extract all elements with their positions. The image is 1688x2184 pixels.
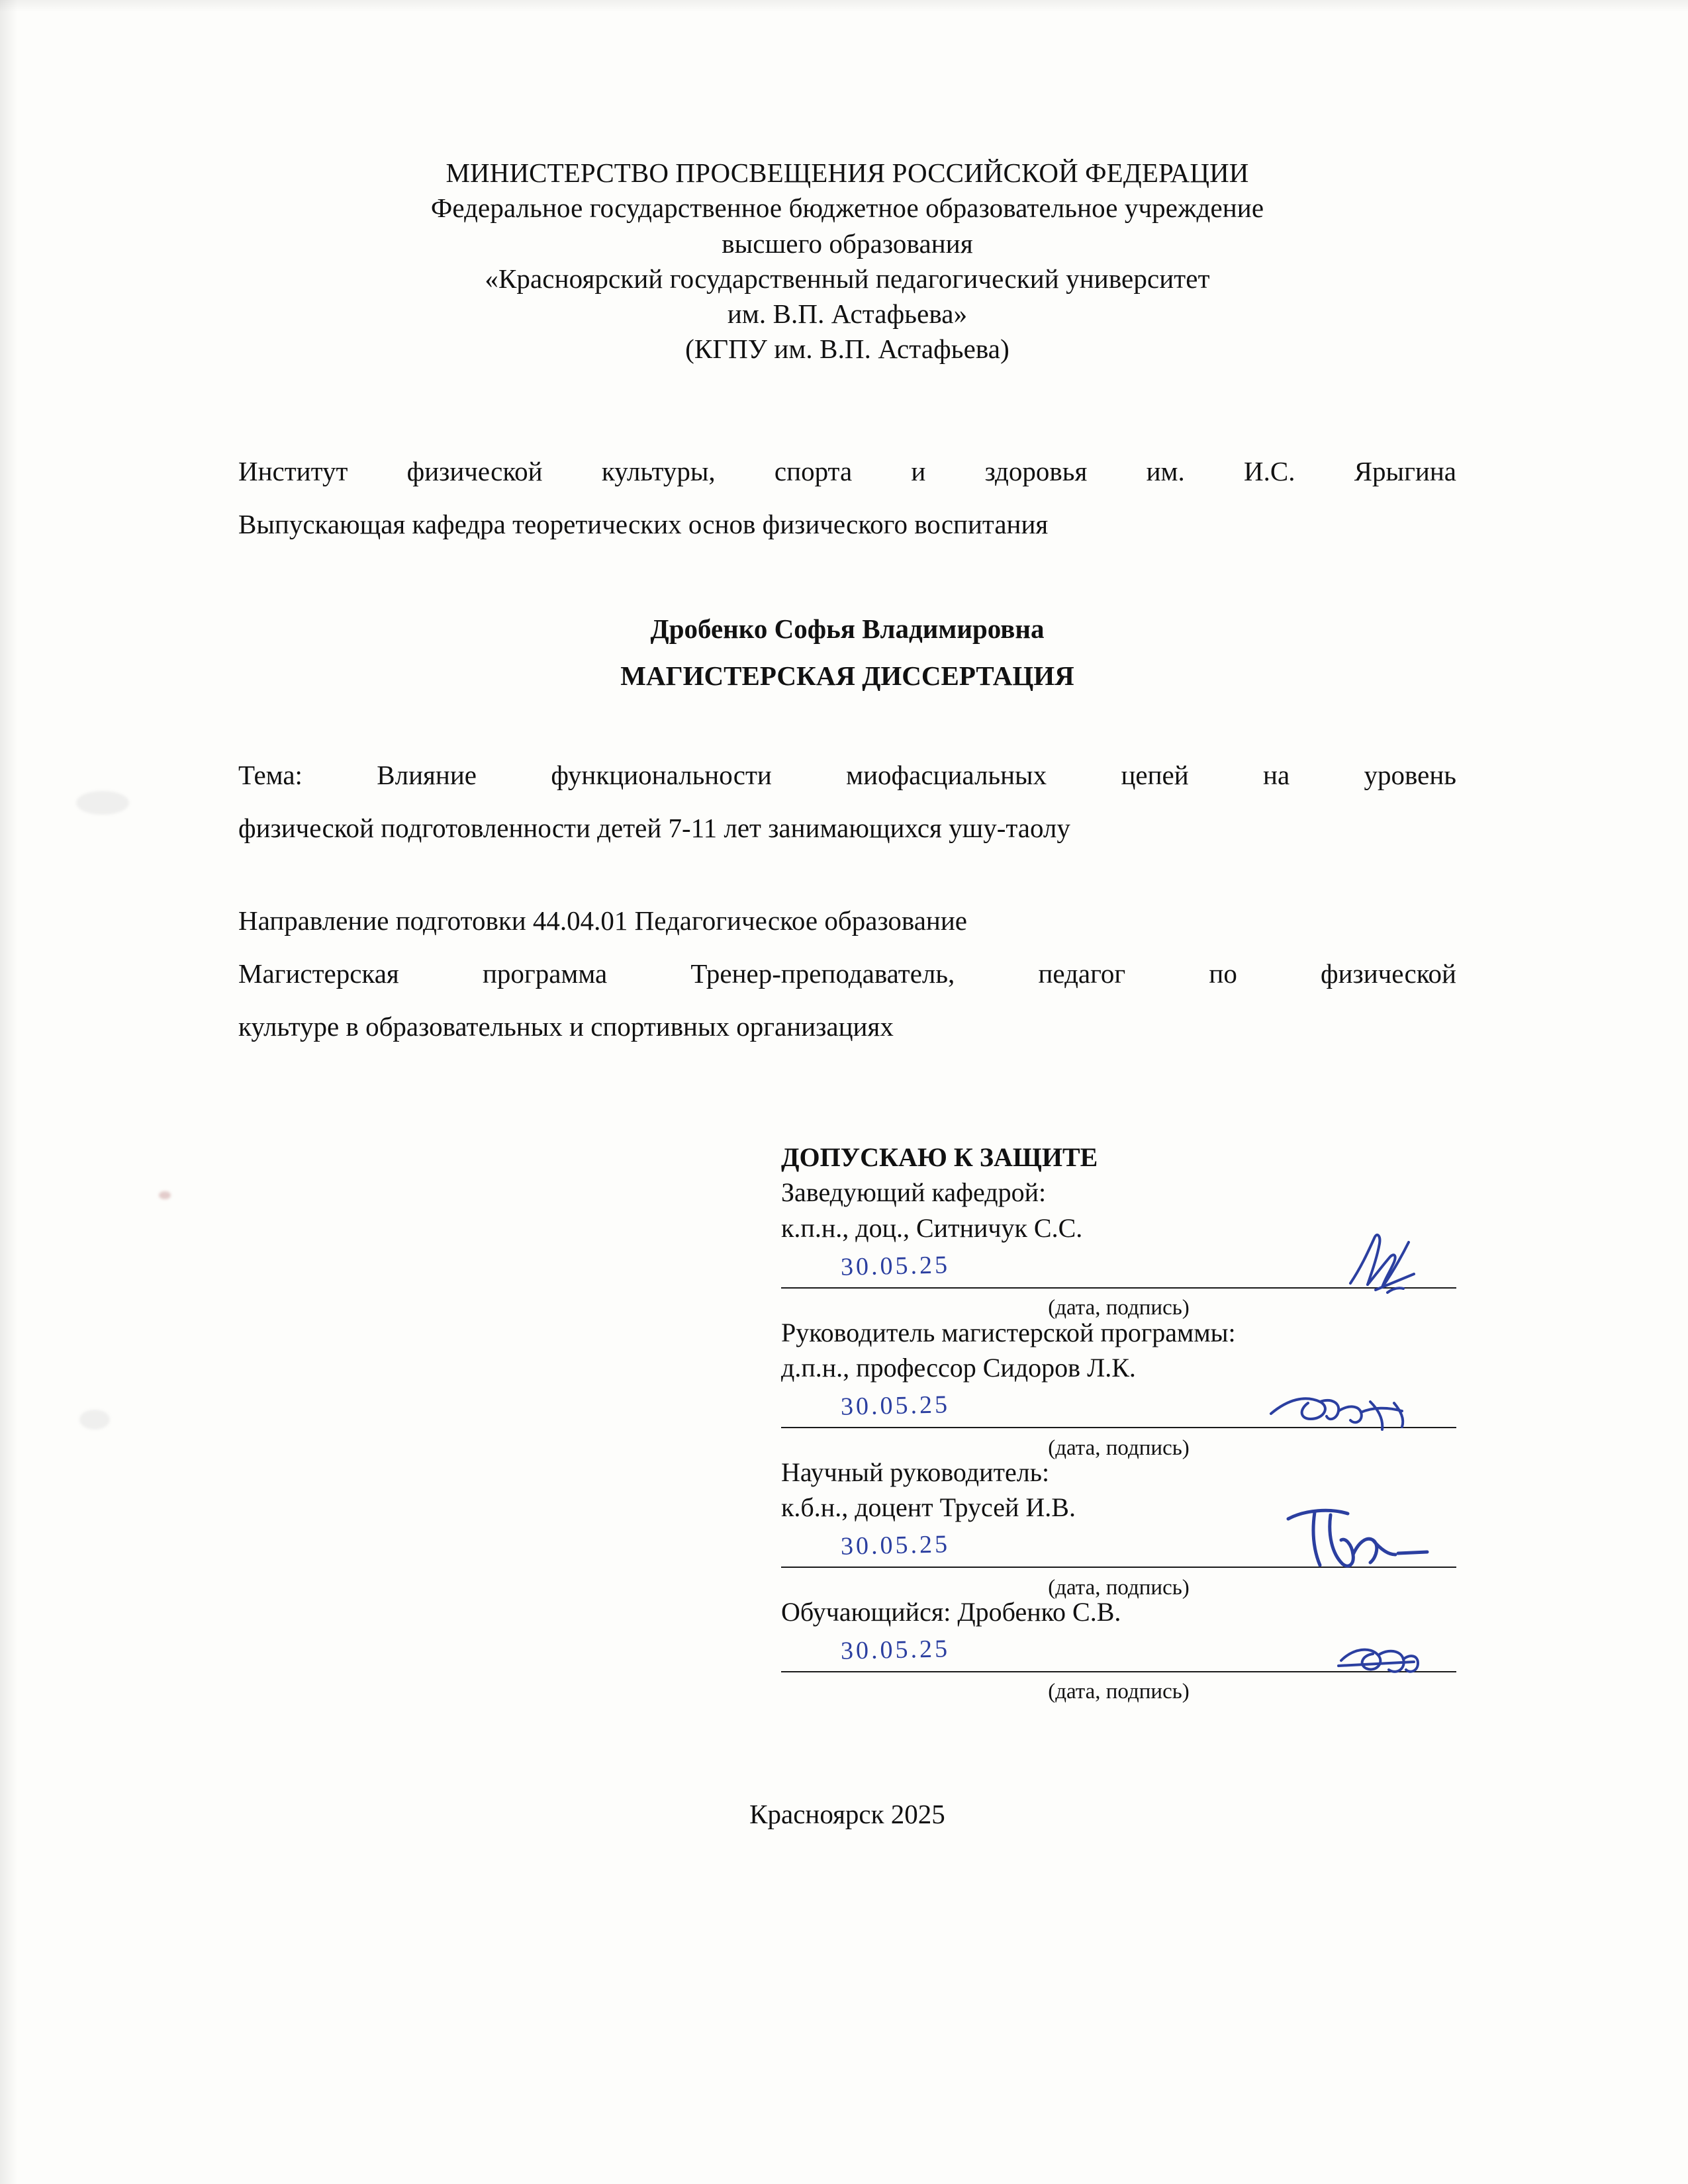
signature-row-3 xyxy=(781,1630,1456,1704)
signature-line xyxy=(781,1671,1456,1672)
program-block xyxy=(238,895,1456,1054)
signature-line xyxy=(781,1287,1456,1289)
scan-artifact xyxy=(76,791,129,815)
signature-caption-0: (дата, подпись) xyxy=(1048,1296,1190,1320)
signature-role-3-line-1: Обучающийся: Дробенко С.В. xyxy=(781,1597,1121,1627)
signature-role-1-line-2: д.п.н., профессор Сидоров Л.К. xyxy=(781,1353,1136,1383)
department-name: Выпускающая кафедра теоретических основ физического воспитания xyxy=(238,508,1049,539)
signature-date-3: 30.05.25 xyxy=(840,1634,951,1665)
direction-of-study: Направление подготовки 44.04.01 Педагогическое образование xyxy=(238,905,967,936)
master-program-line-1: Магистерская программа Тренер-преподаватель, педагог по физической xyxy=(238,958,1456,989)
university-header xyxy=(238,156,1456,367)
signature-date-2: 30.05.25 xyxy=(840,1530,951,1561)
signature-row-1 xyxy=(781,1386,1456,1460)
signature-role-0-line-2: к.п.н., доц., Ситничук С.С. xyxy=(781,1213,1083,1244)
document-type: МАГИСТЕРСКАЯ ДИССЕРТАЦИЯ xyxy=(620,660,1074,692)
approval-block xyxy=(781,1140,1456,1704)
theme-block xyxy=(238,749,1456,855)
ministry-line: МИНИСТЕРСТВО ПРОСВЕЩЕНИЯ РОССИЙСКОЙ ФЕДЕРАЦИИ xyxy=(445,158,1249,188)
scan-edge-shadow xyxy=(0,0,17,2184)
signature-role-2-line-2: к.б.н., доцент Трусей И.В. xyxy=(781,1492,1076,1523)
signature-role-2-line-1: Научный руководитель: xyxy=(781,1457,1050,1487)
organization-line-3: «Красноярский государственный педагогический университет xyxy=(485,263,1210,294)
signature-caption-3: (дата, подпись) xyxy=(1048,1680,1190,1704)
signature-line xyxy=(781,1427,1456,1428)
signature-row-2 xyxy=(781,1525,1456,1600)
author-name: Дробенко Софья Владимировна xyxy=(650,613,1045,644)
theme-line-1: Тема: Влияние функциональности миофасциальных цепей на уровень xyxy=(238,760,1456,791)
approval-title: ДОПУСКАЮ К ЗАЩИТЕ xyxy=(781,1142,1098,1172)
document-content xyxy=(238,156,1456,1830)
master-program-line-2: культуре в образовательных и спортивных организациях xyxy=(238,1011,894,1042)
signature-row-0 xyxy=(781,1246,1456,1320)
institute-block xyxy=(238,445,1456,551)
signature-date-0: 30.05.25 xyxy=(840,1250,951,1281)
theme-line-2: физической подготовленности детей 7-11 лет занимающихся ушу-таолу xyxy=(238,813,1070,844)
scan-artifact xyxy=(79,1410,110,1430)
author-block xyxy=(238,606,1456,701)
scan-artifact xyxy=(159,1191,171,1199)
organization-line-2: высшего образования xyxy=(722,228,973,259)
scan-edge-shadow-top xyxy=(0,0,1688,12)
institute-name: Институт физической культуры, спорта и здоровья им. И.С. Ярыгина xyxy=(238,455,1456,486)
signature-role-1-line-1: Руководитель магистерской программы: xyxy=(781,1317,1236,1347)
signature-caption-2: (дата, подпись) xyxy=(1048,1575,1190,1600)
organization-line-4: им. В.П. Астафьева» xyxy=(727,298,968,330)
signature-role-0-line-1: Заведующий кафедрой: xyxy=(781,1177,1047,1208)
signature-date-1: 30.05.25 xyxy=(840,1390,951,1421)
signature-line xyxy=(781,1567,1456,1568)
signature-caption-1: (дата, подпись) xyxy=(1048,1435,1190,1460)
organization-short-name: (КГПУ им. В.П. Астафьева) xyxy=(685,334,1009,365)
organization-line-1: Федеральное государственное бюджетное образовательное учреждение xyxy=(430,193,1264,224)
city-and-year: Красноярск 2025 xyxy=(749,1798,945,1829)
